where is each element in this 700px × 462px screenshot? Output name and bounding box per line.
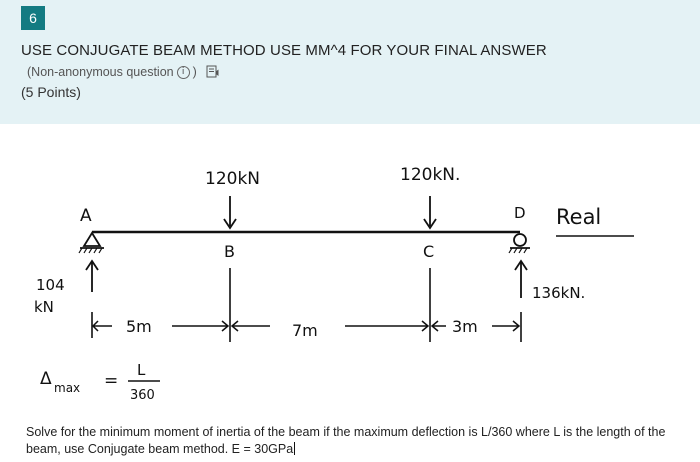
question-title: USE CONJUGATE BEAM METHOD USE MM^4 FOR YOUR FINAL ANSWER [21, 42, 547, 59]
deflection-symbol: Δ [40, 369, 52, 389]
formula-numerator: L [137, 361, 146, 379]
description-text: Solve for the minimum moment of inertia of the beam if the maximum deflection is L/360 where L is the length of the beam, use Conjugate beam method. E = 30GPa [26, 425, 666, 456]
question-points: (5 Points) [21, 84, 81, 100]
point-label-c: C [423, 242, 435, 261]
point-label-d: D [514, 204, 526, 222]
question-header [0, 0, 700, 124]
span-label-cd: 3m [452, 317, 478, 336]
anonymity-label: (Non-anonymous question [27, 65, 174, 79]
load-arrow-c [424, 196, 436, 228]
anonymity-label-close: ) [192, 65, 197, 79]
load-label-b: 120kN [205, 169, 261, 189]
formula-equals: = [104, 371, 119, 391]
reaction-arrow-a [86, 261, 98, 292]
reaction-a-unit: kN [34, 298, 54, 316]
question-description [26, 424, 686, 458]
text-cursor [294, 442, 295, 455]
reaction-arrow-d [515, 261, 527, 298]
pin-support-a [79, 233, 104, 253]
real-beam-label: Real [556, 205, 602, 229]
span-label-ab: 5m [126, 317, 152, 336]
question-number-badge: 6 [21, 6, 45, 30]
beam-diagram [25, 150, 665, 420]
info-icon[interactable]: i [177, 66, 190, 79]
point-label-a: A [80, 206, 92, 226]
load-arrow-b [224, 196, 236, 228]
span-label-bc: 7m [292, 321, 318, 340]
immersive-reader-icon[interactable] [206, 65, 221, 79]
question-meta [27, 65, 221, 79]
reaction-d-label: 136kN. [532, 284, 586, 302]
reaction-a-value: 104 [36, 276, 65, 294]
load-label-c: 120kN. [400, 165, 461, 185]
deflection-subscript: max [54, 381, 81, 395]
roller-support-d [509, 234, 530, 253]
point-label-b: B [224, 242, 235, 261]
formula-denominator: 360 [130, 388, 155, 403]
